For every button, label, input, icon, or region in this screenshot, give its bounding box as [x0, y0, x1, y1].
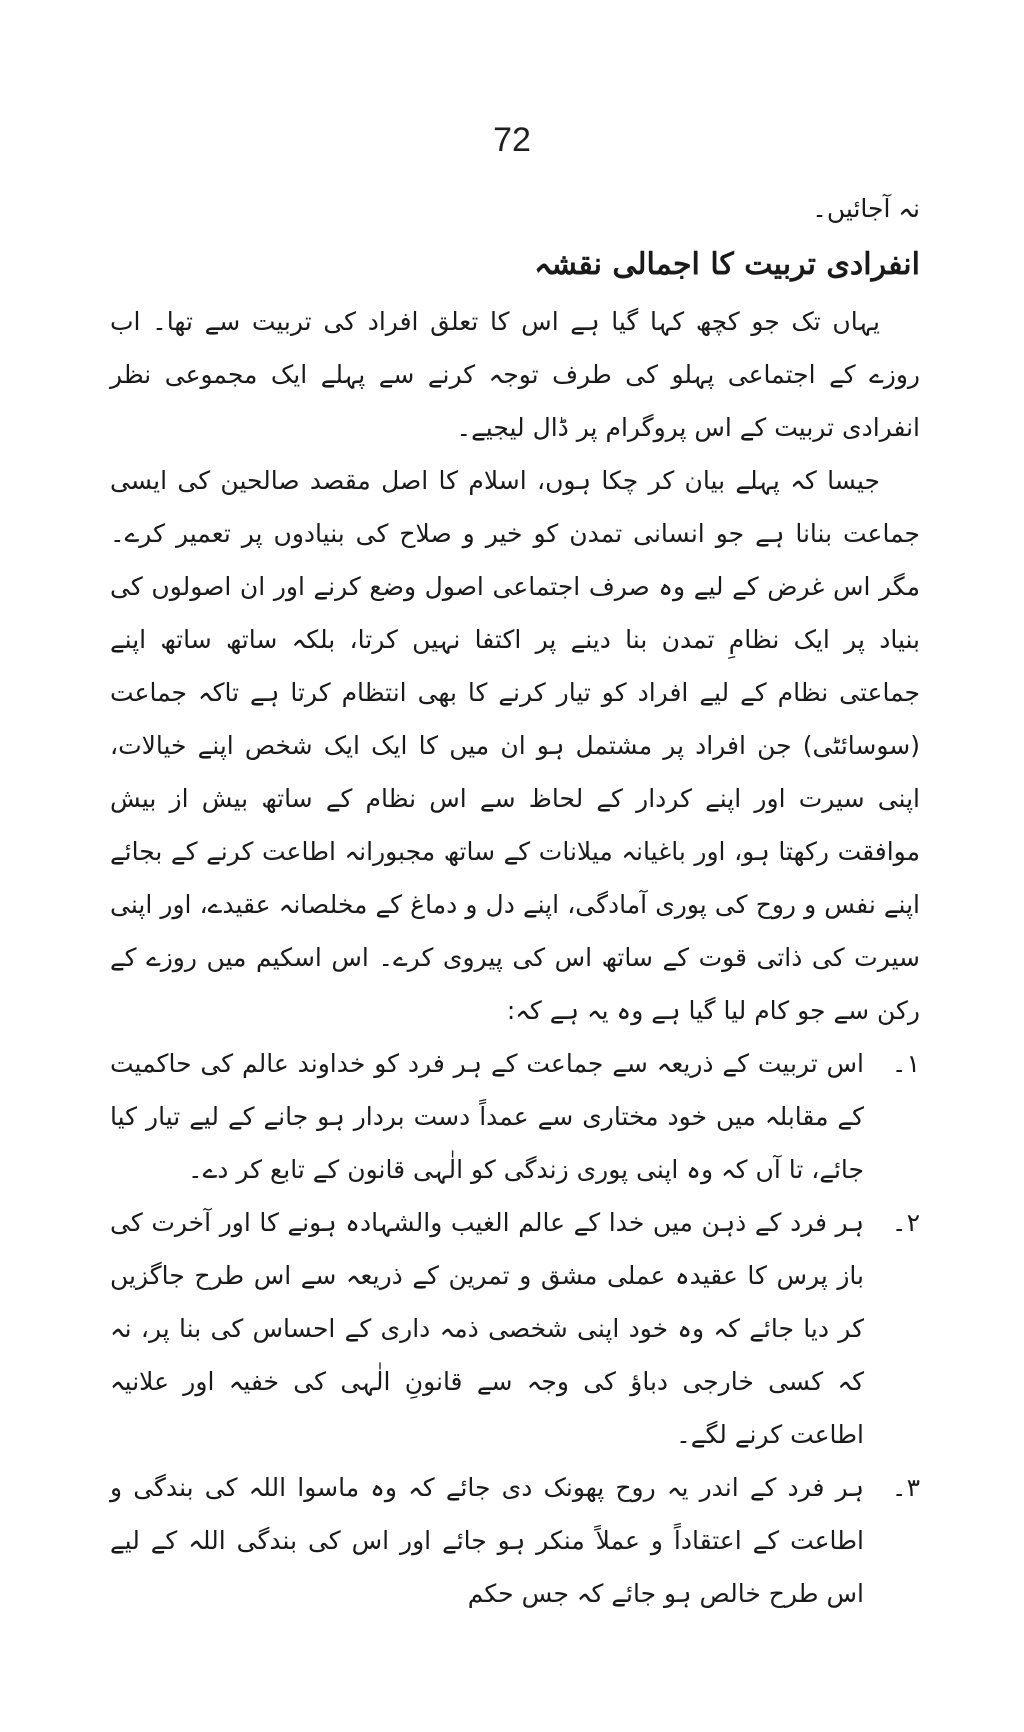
paragraph: جیسا کہ پہلے بیان کر چکا ہوں، اسلام کا اصل مقصد صالحین کی ایسی جماعت بنانا ہے جو انسانی تمدن کو خیر و صلاح کی بنیادوں پر تعمیر کرے۔ مگر اس غرض کے لیے وہ صرف اجتماعی اصول وضع کرنے اور ان اصولوں کی بنیاد پر ایک نظامِ تمدن بنا دینے پر اکتفا نہیں کرتا، بلکہ ساتھ ساتھ اپنے جماعتی نظام کے لیے افراد کو تیار کرنے کا بھی انتظام کرتا ہے تاکہ جماعت (سوسائٹی) جن افراد پر مشتمل ہو ان میں کا ایک ایک شخص اپنے خیالات، اپنی سیرت اور اپنے کردار کے لحاظ سے اس نظام کے ساتھ بیش از بیش موافقت رکھتا ہو، اور باغیانہ میلانات کے ساتھ مجبورانہ اطاعت کرنے کے بجائے اپنے نفس و روح کی پوری آمادگی، اپنے دل و دماغ کے مخلصانہ عقیدے، اور اپنی سیرت کی ذاتی قوت کے ساتھ اس کی پیروی کرے۔ اس اسکیم میں روزے کے رکن سے جو کام لیا گیا ہے وہ یہ ہے کہ:: [110, 466, 920, 1025]
list-item-text: ہر فرد کے اندر یہ روح پھونک دی جائے کہ وہ ماسوا اللہ کی بندگی و اطاعت کے اعتقاداً و عملاً منکر ہو جائے اور اس کی بندگی اللہ کے لیے اس طرح خالص ہو جائے کہ جس حکم: [110, 1473, 864, 1608]
list-number: ۲۔: [891, 1208, 920, 1237]
continued-fragment: نہ آجائیں۔: [812, 194, 920, 223]
page-number: 72: [493, 121, 531, 159]
paragraph: یہاں تک جو کچھ کہا گیا ہے اس کا تعلق افراد کی تربیت سے تھا۔ اب روزے کے اجتماعی پہلو کی طرف توجہ کرنے سے پہلے ایک مجموعی نظر انفرادی تربیت کے اس پروگرام پر ڈال لیجیے۔: [110, 307, 920, 442]
list-number: ۳۔: [891, 1473, 920, 1502]
list-item: [110, 1196, 920, 1461]
list-item: [110, 1461, 920, 1620]
list-item-text: اس تربیت کے ذریعہ سے جماعت کے ہر فرد کو خداوند عالم کی حاکمیت کے مقابلہ میں خود مختاری سے عمداً دست بردار ہو جانے کے لیے تیار کیا جائے، تا آں کہ وہ اپنی پوری زندگی کو الٰہی قانون کے تابع کر دے۔: [110, 1049, 864, 1184]
page-body: [110, 182, 920, 1620]
list-item: [110, 1037, 920, 1196]
list-number: ۱۔: [891, 1049, 920, 1078]
section-heading: انفرادی تربیت کا اجمالی نقشہ: [534, 247, 920, 282]
list-item-text: ہر فرد کے ذہن میں خدا کے عالم الغیب والشہادہ ہونے کا اور آخرت کی باز پرس کا عقیدہ عملی مشق و تمرین کے ذریعہ سے اس طرح جاگزیں کر دیا جائے کہ وہ خود اپنی شخصی ذمہ داری کے احساس کی بنا پر، نہ کہ کسی خارجی دباؤ کی وجہ سے قانونِ الٰہی کی خفیہ اور علانیہ اطاعت کرنے لگے۔: [110, 1208, 864, 1449]
